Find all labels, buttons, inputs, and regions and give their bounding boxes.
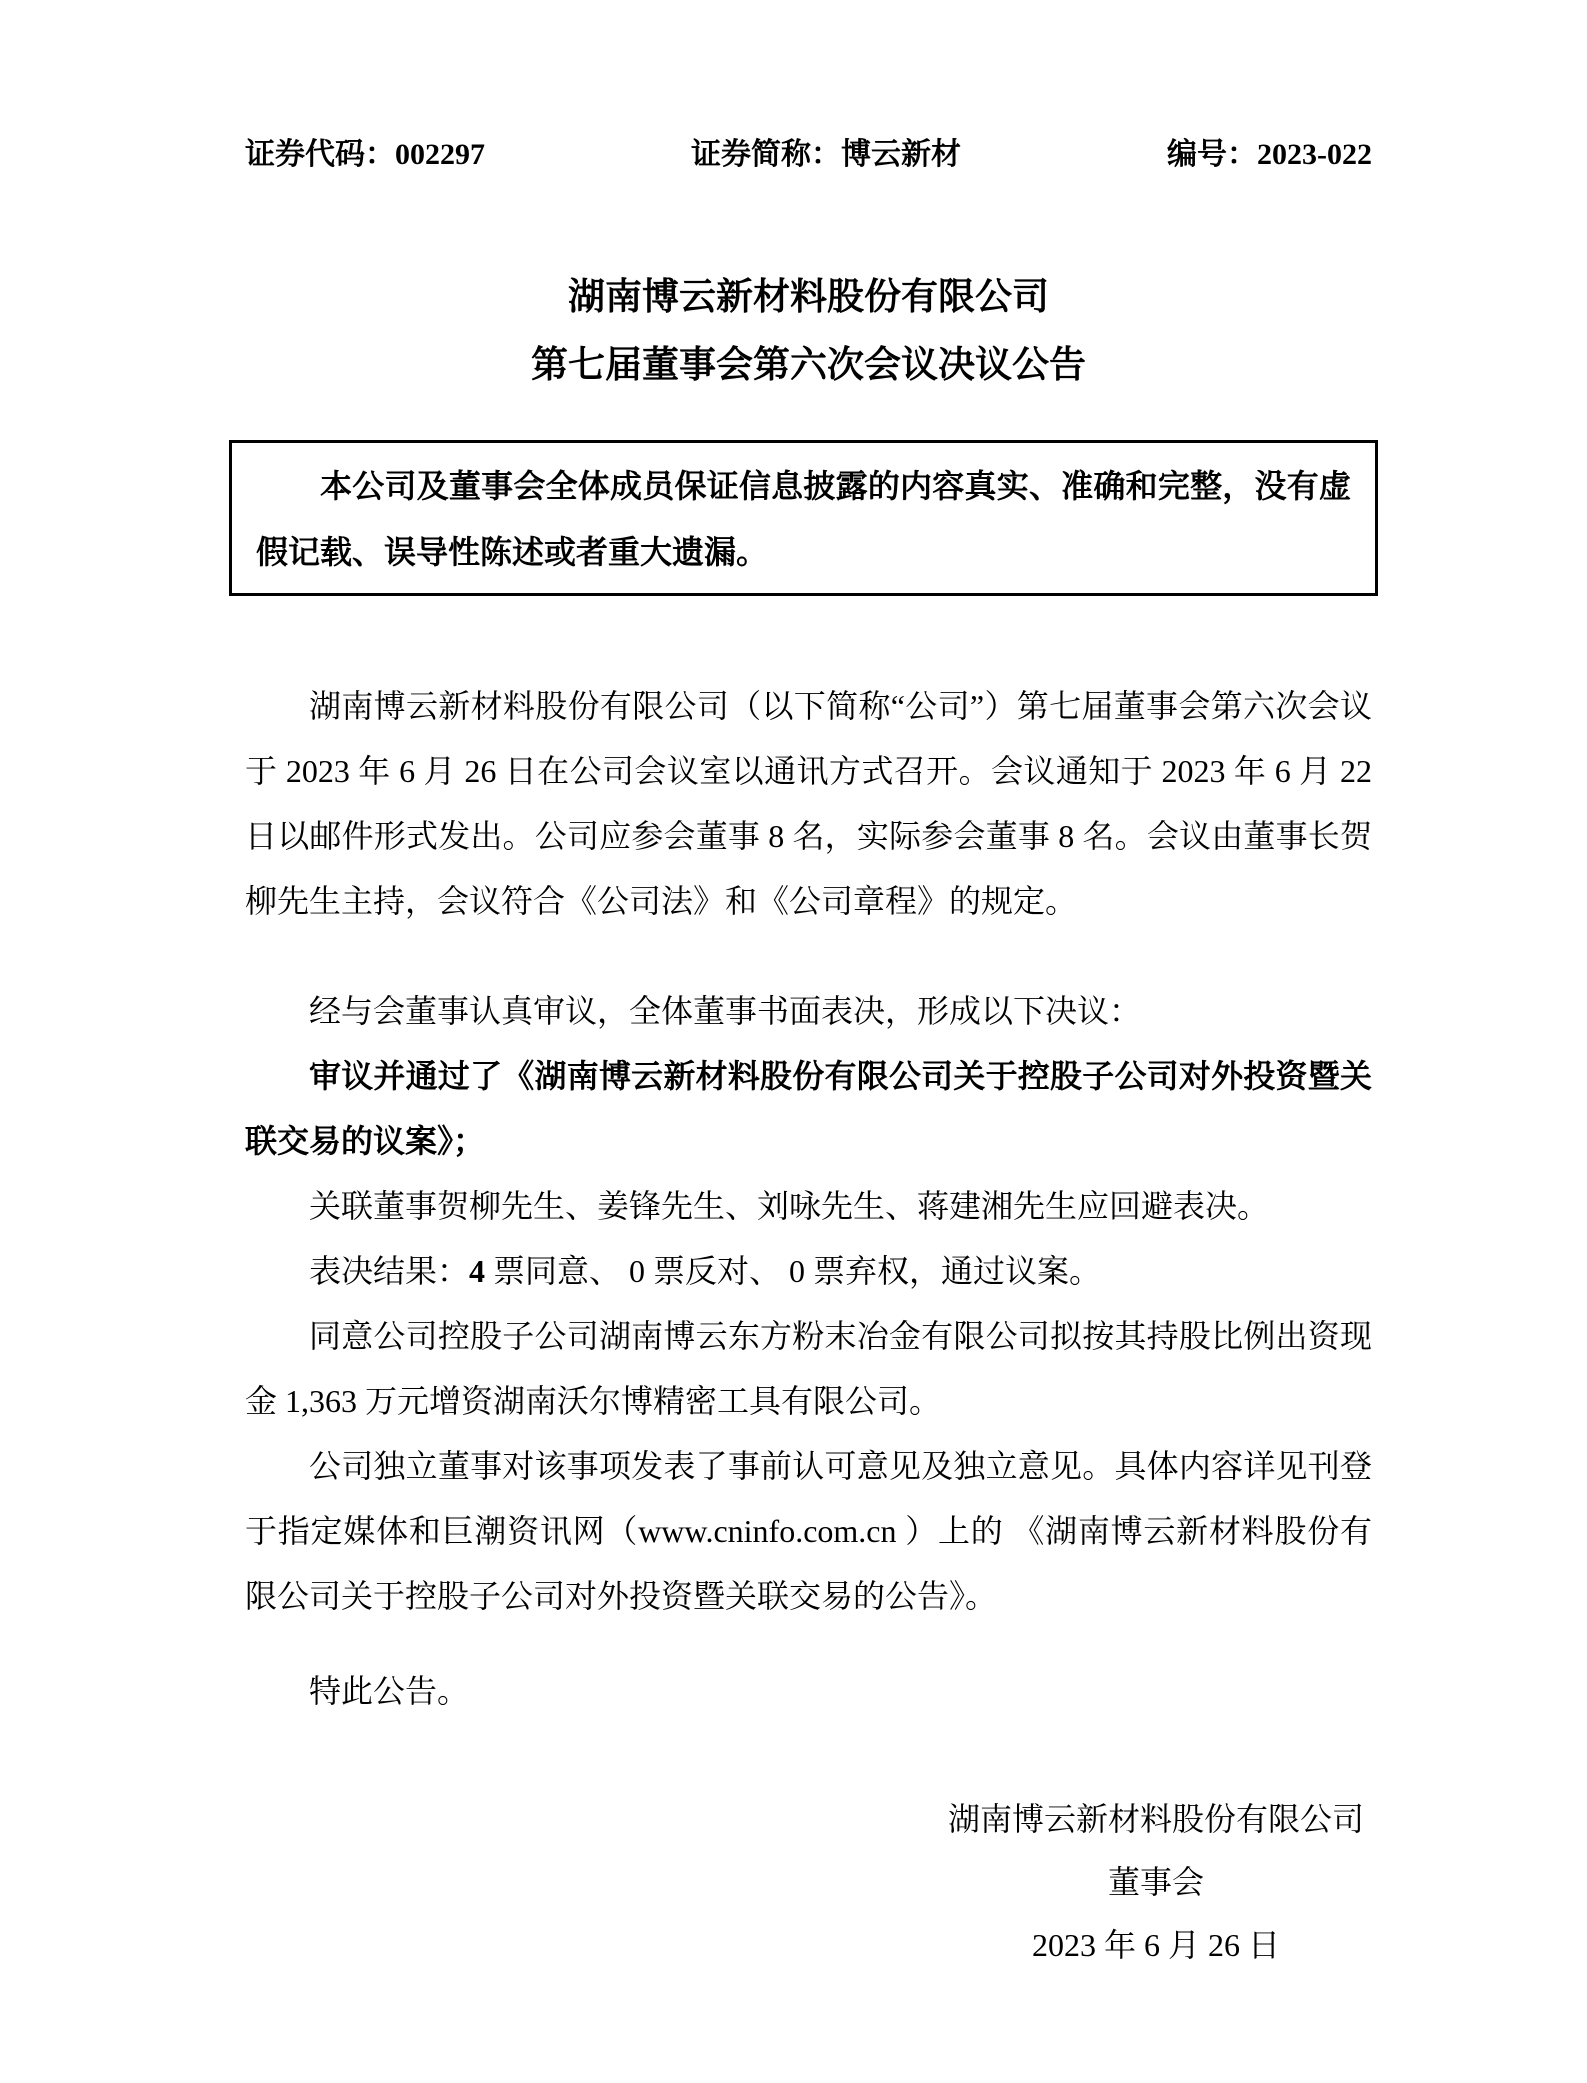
document-title [245, 264, 1372, 400]
vote-result-detail: 票同意、 0 票反对、 0 票弃权，通过议案。 [485, 1253, 1102, 1289]
paragraph-independent-directors: 公司独立董事对该事项发表了事前认可意见及独立意见。具体内容详见刊登于指定媒体和巨潮资讯网（www.cninfo.com.cn ）上的 《湖南博云新材料股份有限公司关于控股子公司对外投资暨关联交易的公告》。 [245, 1448, 1372, 1614]
votes-for-count: 4 [469, 1253, 486, 1289]
paragraph-meeting-info: 湖南博云新材料股份有限公司（以下简称“公司”）第七届董事会第六次会议于 2023 年 6 月 26 日在公司会议室以通讯方式召开。会议通知于 2023 年 6 月 22 日以邮件形式发出。公司应参会董事 8 名，实际参会董事 8 名。会议由董事长贺柳先生主持，会议符合《公司法》和《公司章程》的规定。 [245, 688, 1372, 919]
signature-block [948, 1788, 1364, 1977]
vote-result-label: 表决结果： [309, 1253, 470, 1289]
signature-company: 湖南博云新材料股份有限公司 [947, 1801, 1364, 1837]
paragraph-investment-detail: 同意公司控股子公司湖南博云东方粉末冶金有限公司拟按其持股比例出资现金 1,363 万元增资湖南沃尔博精密工具有限公司。 [245, 1318, 1372, 1419]
document-body [245, 674, 1372, 1724]
signature-date: 2023 年 6 月 26 日 [1031, 1927, 1280, 1963]
disclaimer-box [229, 440, 1378, 596]
stock-abbr: 证券简称：博云新材 [691, 138, 961, 171]
paragraph-vote-result [245, 1239, 1372, 1304]
announcement-number: 编号：2023-022 [1167, 138, 1372, 171]
stock-code: 证券代码：002297 [245, 138, 485, 171]
signature-board: 董事会 [1107, 1864, 1204, 1900]
disclaimer-text: 本公司及董事会全体成员保证信息披露的内容真实、准确和完整，没有虚假记载、误导性陈述或者重大遗漏。 [256, 468, 1351, 570]
document-header [245, 138, 1372, 172]
paragraph-resolution-intro: 经与会董事认真审议，全体董事书面表决，形成以下决议： [309, 993, 1142, 1029]
title-meeting-resolution: 第七届董事会第六次会议决议公告 [531, 345, 1086, 386]
paragraph-closing: 特此公告。 [309, 1673, 470, 1709]
paragraph-abstain-directors: 关联董事贺柳先生、姜锋先生、刘咏先生、蒋建湘先生应回避表决。 [309, 1188, 1270, 1224]
paragraph-approved-proposal: 审议并通过了《湖南博云新材料股份有限公司关于控股子公司对外投资暨关联交易的议案》； [245, 1058, 1372, 1159]
title-company-name: 湖南博云新材料股份有限公司 [568, 277, 1049, 318]
